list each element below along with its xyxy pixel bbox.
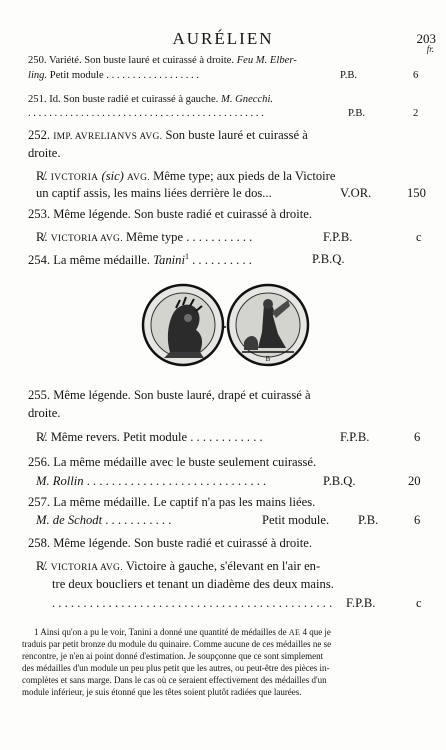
entry-253-price: c bbox=[416, 230, 422, 244]
entry-255-reverse: R̸. Même revers. Petit module . . . . . . . . . . . . bbox=[36, 430, 263, 444]
entry-250-line1: 250. Variété. Son buste lauré et cuirassé à droite. Feu M. Elber- bbox=[28, 55, 297, 66]
entry-257-module: Petit module. bbox=[262, 513, 330, 527]
entry-258-reverse-line1: R̸. VICTORIA AVG. Victoire à gauche, s'élevant en l'air en- bbox=[36, 559, 321, 573]
entry-258-mark: F.P.B. bbox=[346, 596, 376, 610]
entry-252-price: 150 bbox=[407, 186, 426, 200]
footnote-line4: des médailles d'un module un peu plus petit que les autres, ou peut-être des pièces in- bbox=[22, 663, 330, 673]
coin-obverse bbox=[143, 285, 223, 365]
entry-252-line1: 252. IMP. AVRELIANVS AVG. Son buste lauré et cuirassé à bbox=[28, 128, 308, 142]
entry-258-line1: 258. Même légende. Son buste radié et cuirassé à droite. bbox=[28, 536, 312, 550]
entry-256-line1: 256. La même médaille avec le buste seulement cuirassé. bbox=[28, 455, 317, 469]
entry-256-price: 20 bbox=[408, 474, 421, 488]
footnote-line2: traduis par petit bronze du module du quinaire. Comme aucune de ces médailles ne se bbox=[22, 639, 332, 649]
entry-255-line1: 255. Même légende. Son buste lauré, drapé et cuirassé à bbox=[28, 388, 311, 402]
page-number: 203 bbox=[416, 31, 436, 46]
entry-253-reverse: R̸. VICTORIA AVG. Même type . . . . . . . . . . . bbox=[36, 230, 253, 244]
footnote-line3: rencontre, je n'en ai point donné d'estimation. Je soupçonne que ce sont simplement bbox=[22, 651, 324, 661]
entry-258-price: c bbox=[416, 596, 422, 610]
footnote-line6: module inférieur, je suis étonné que les têtes soient plutôt radiées que laurées. bbox=[22, 687, 302, 697]
entry-256-mark: P.B.Q. bbox=[323, 474, 356, 488]
currency-unit: fr. bbox=[426, 44, 434, 54]
entry-250-price: 6 bbox=[413, 70, 419, 81]
entry-256-line2: M. Rollin . . . . . . . . . . . . . . . . . . . . . . . . . . . . . bbox=[36, 474, 267, 488]
entry-255-mark: F.P.B. bbox=[340, 430, 370, 444]
entry-257-mark: P.B. bbox=[358, 513, 379, 527]
footnote-line5: complètes et sans marge. Dans le cas où ce seraient effectivement des médailles d'un bbox=[22, 675, 327, 685]
entry-251-leader: . . . . . . . . . . . . . . . . . . . . . . . . . . . . . . . . . . . . . . . . . . . . . bbox=[28, 108, 264, 119]
entry-253-mark: F.P.B. bbox=[323, 230, 353, 244]
entry-257-price: 6 bbox=[414, 513, 421, 527]
entry-251-mark: P.B. bbox=[348, 108, 366, 119]
entry-254-line1: 254. La même médaille. Tanini$^1$ . . . . . . . . . . bbox=[28, 252, 252, 268]
footnote-line1: 1 Ainsi qu'on a pu le voir, Tanini a donné une quantité de médailles de AE 4 que je bbox=[34, 627, 331, 637]
entry-252-mark: V.OR. bbox=[340, 186, 372, 200]
entry-257-line2: M. de Schodt . . . . . . . . . . . bbox=[36, 513, 172, 527]
entry-255-price: 6 bbox=[414, 430, 421, 444]
entry-255-line2: droite. bbox=[28, 406, 61, 420]
coin-reverse bbox=[228, 285, 308, 365]
entry-254-mark: P.B.Q. bbox=[312, 252, 345, 266]
entry-258-reverse-line2: tre deux boucliers et tenant un diadème des deux mains. bbox=[52, 577, 334, 591]
entry-252-reverse-line1: R̸. IVCTORIA (sic) AVG. Même type; aux pieds de la Victoire bbox=[36, 169, 336, 183]
entry-257-line1: 257. La même médaille. Le captif n'a pas les mains liées. bbox=[28, 495, 316, 509]
entry-258-leader: . . . . . . . . . . . . . . . . . . . . . . . . . . . . . . . . . . . . . . . . . . . . . bbox=[52, 596, 333, 610]
entry-251-line1: 251. Id. Son buste radié et cuirassé à gauche. M. Gnecchi. bbox=[28, 94, 274, 105]
entry-252-line2: droite. bbox=[28, 146, 61, 160]
entry-251-price: 2 bbox=[413, 108, 419, 119]
entry-252-reverse-line2: un captif assis, les mains liées derrière le dos... bbox=[36, 186, 272, 200]
coin-reverse-exergue: B bbox=[265, 355, 271, 363]
entry-250-line2: ling. Petit module . . . . . . . . . . . . . . . . . . bbox=[28, 70, 199, 81]
entry-253-line1: 253. Même légende. Son buste radié et cuirassé à droite. bbox=[28, 207, 312, 221]
entry-250-mark: P.B. bbox=[340, 70, 358, 81]
page-title: AURÉLIEN bbox=[172, 29, 274, 48]
coin-illustration bbox=[140, 282, 310, 370]
